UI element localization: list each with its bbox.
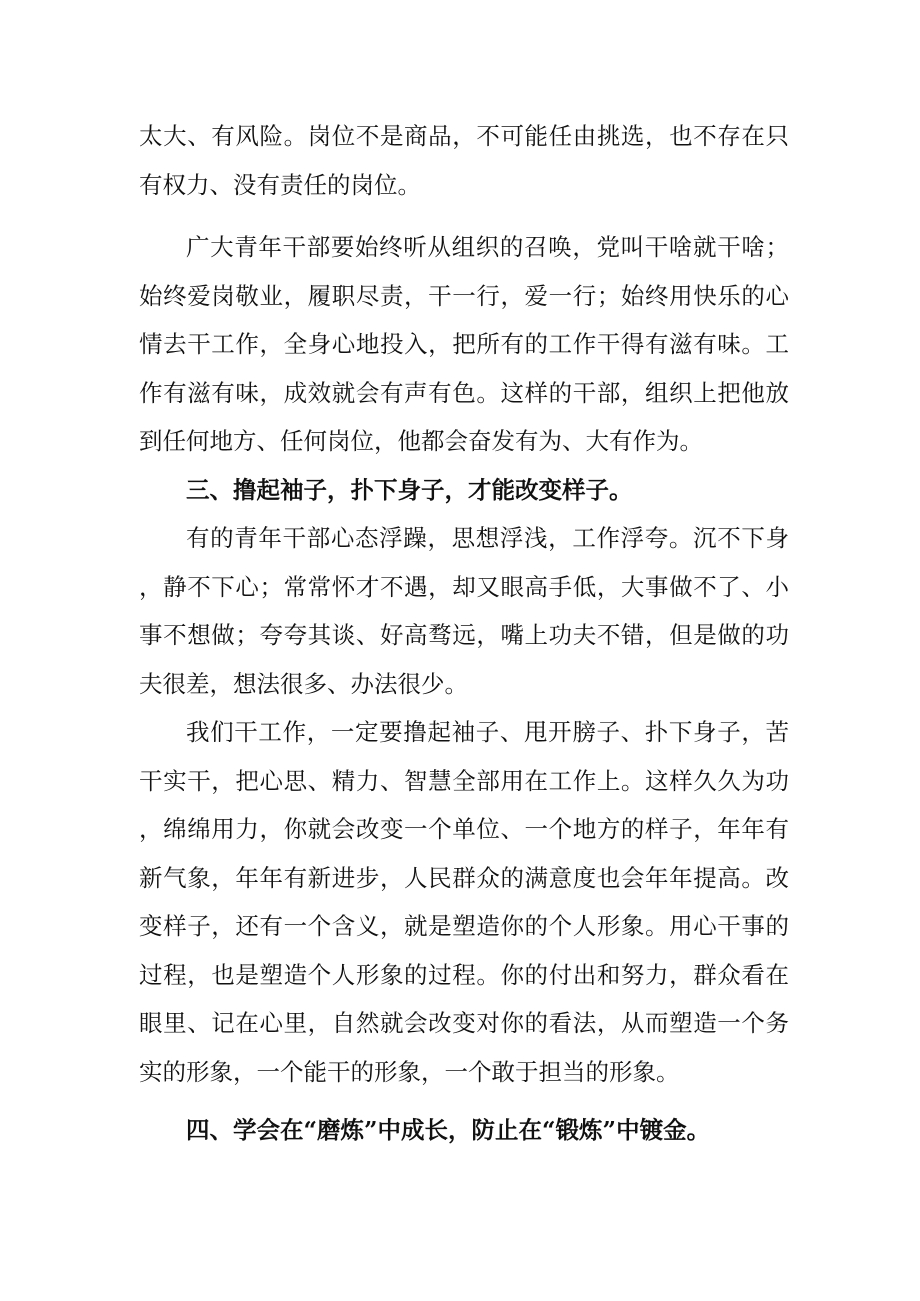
section-heading-four: 四、学会在“磨炼”中成长，防止在“锻炼”中镀金。 [186,1116,711,1144]
paragraph-hard-work: 我们干工作，一定要撸起袖子、甩开膀子、扑下身子，苦干实干，把心思、精力、智慧全部用在工作上。这样久久为功，绵绵用力，你就会改变一个单位、一个地方的样子，年年有新气象，年年有新进步，人民群众的满意度也会年年提高。改变样子，还有一个含义，就是塑造你的个人形象。用心干事的过程，也是塑造个人形象的过程。你的付出和努力，群众看在眼里、记在心里，自然就会改变对你的看法，从而塑造一个务实的形象，一个能干的形象，一个敢于担当的形象。 [139,718,789,1086]
paragraph-spacer [139,209,789,223]
document-body [139,112,789,1155]
paragraph-continuation: 太大、有风险。岗位不是商品，不可能任由挑选，也不存在只有权力、没有责任的岗位。 [139,122,789,199]
section-heading-three: 三、撸起袖子，扑下身子，才能改变样子。 [186,475,633,504]
paragraph-attitude: 有的青年干部心态浮躁，思想浮浅，工作浮夸。沉不下身，静不下心；常常怀才不遇，却又眼高手低，大事做不了、小事不想做；夸夸其谈、好高骛远，嘴上功夫不错，但是做的功夫很差，想法很多、办法很少。 [139,524,789,698]
paragraph-duty: 广大青年干部要始终听从组织的召唤，党叫干啥就干啥；始终爱岗敬业，履职尽责，干一行，爱一行；始终用快乐的心情去干工作，全身心地投入，把所有的工作干得有滋有味。工作有滋有味，成效就会有声有色。这样的干部，组织上把他放到任何地方、任何岗位，他都会奋发有为、大有作为。 [139,233,789,455]
paragraph-spacer [139,1096,789,1106]
